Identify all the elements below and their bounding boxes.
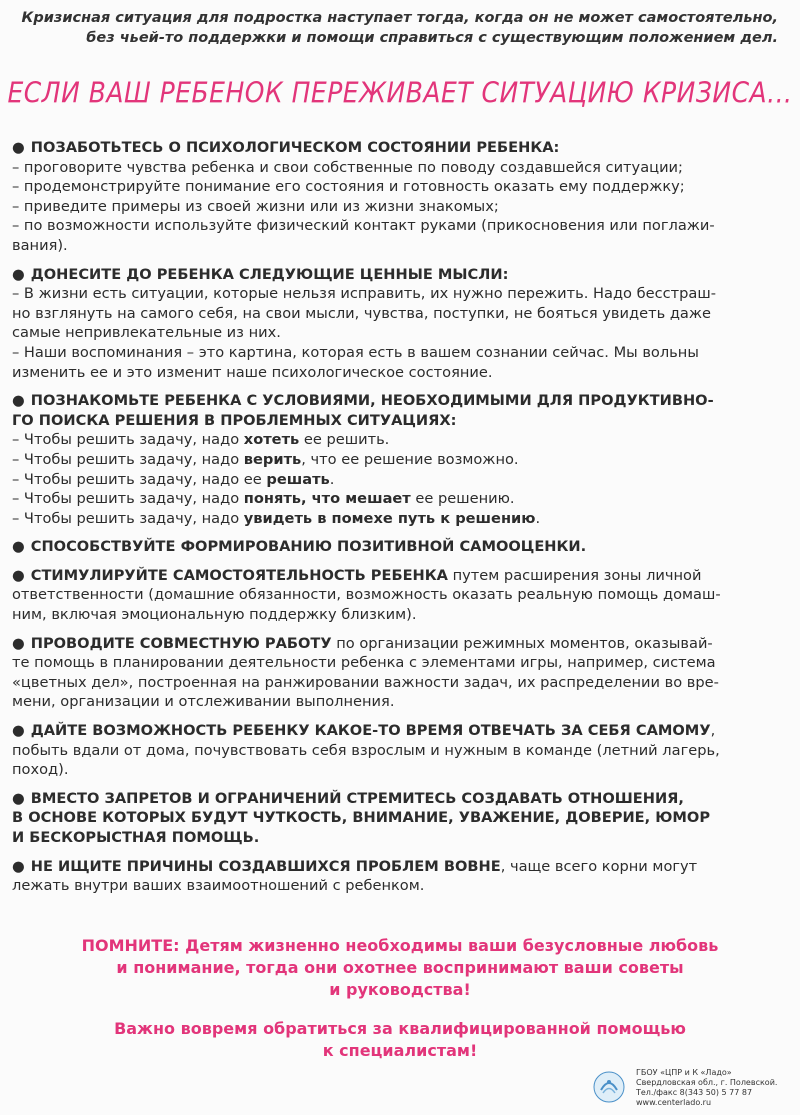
- section-line: – Чтобы решить задачу, надо верить, что ее решение возможно.: [12, 450, 519, 468]
- bullet-icon: ●: [12, 265, 25, 283]
- important-line: к специалистам!: [322, 1041, 478, 1060]
- section-relationships: [12, 789, 778, 848]
- remember-line: и руководства!: [329, 980, 471, 999]
- advice-list: [12, 138, 778, 905]
- bullet-icon: ●: [12, 722, 25, 740]
- section-independence: [12, 566, 778, 625]
- bullet-icon: ●: [12, 538, 25, 556]
- section-line: – Чтобы решить задачу, надо понять, что мешает ее решению.: [12, 490, 515, 508]
- section-line: , чаще всего корни могут: [500, 857, 698, 875]
- section-problem-solving: [12, 391, 778, 528]
- intro-line: Кризисная ситуация для подростка наступает тогда, когда он не может самостоятельно,: [21, 10, 778, 26]
- section-psych-state: [12, 138, 778, 256]
- bullet-icon: ●: [12, 857, 25, 875]
- footer-contacts: [592, 1068, 792, 1108]
- section-title: В ОСНОВЕ КОТОРЫХ БУДУТ ЧУТКОСТЬ, ВНИМАНИЕ, УВАЖЕНИЕ, ДОВЕРИЕ, ЮМОР: [12, 809, 711, 827]
- section-title: ДАЙТЕ ВОЗМОЖНОСТЬ РЕБЕНКУ КАКОЕ-ТО ВРЕМЯ ОТВЕЧАТЬ ЗА СЕБЯ САМОМУ: [30, 722, 711, 740]
- intro-line: без чьей-то поддержки и помощи справиться с существующим положением дел.: [86, 30, 778, 46]
- section-line: побыть вдали от дома, почувствовать себя взрослым и нужным в команде (летний лагерь,: [12, 741, 720, 759]
- section-line: вания).: [12, 236, 68, 254]
- bullet-icon: ●: [12, 392, 25, 410]
- section-causes: [12, 857, 778, 896]
- section-line: – Чтобы решить задачу, надо увидеть в помехе путь к решению.: [12, 509, 541, 527]
- section-line: те помощь в планировании деятельности ребенка с элементами игры, например, система: [12, 654, 716, 672]
- footer-line: Тел./факс 8(343 50) 5 77 87: [636, 1088, 753, 1097]
- bullet-icon: ●: [12, 566, 25, 584]
- section-line: – проговорите чувства ребенка и свои собственные по поводу создавшейся ситуации;: [12, 158, 683, 176]
- section-title: СПОСОБСТВУЙТЕ ФОРМИРОВАНИЮ ПОЗИТИВНОЙ САМООЦЕНКИ.: [30, 538, 587, 556]
- bullet-icon: ●: [12, 789, 25, 807]
- headline: ЕСЛИ ВАШ РЕБЕНОК ПЕРЕЖИВАЕТ СИТУАЦИЮ КРИЗИСА...: [7, 75, 793, 110]
- footer-line: ГБОУ «ЦПР и К «Ладо»: [636, 1068, 732, 1077]
- section-line: – Чтобы решить задачу, надо хотеть ее решить.: [12, 431, 390, 449]
- section-line: – по возможности используйте физический контакт руками (прикосновения или поглажи-: [12, 217, 715, 235]
- section-line: – приведите примеры из своей жизни или из жизни знакомых;: [12, 197, 499, 215]
- footer-line: Свердловская обл., г. Полевской.: [636, 1078, 778, 1087]
- section-line: изменить ее и это изменит наше психологическое состояние.: [12, 363, 493, 381]
- section-line: ним, включая эмоциональную поддержку близким).: [12, 606, 417, 624]
- intro-text: [14, 8, 778, 48]
- section-title: ДОНЕСИТЕ ДО РЕБЕНКА СЛЕДУЮЩИЕ ЦЕННЫЕ МЫСЛИ:: [30, 265, 509, 283]
- remember-line: ПОМНИТЕ: Детям жизненно необходимы ваши безусловные любовь: [81, 936, 719, 955]
- section-line: – Наши воспоминания – это картина, которая есть в вашем сознании сейчас. Мы вольны: [12, 343, 699, 361]
- section-valuable-thoughts: [12, 265, 778, 383]
- section-line: ,: [710, 722, 716, 740]
- section-line: мени, организации и отслеживании выполнения.: [12, 693, 395, 711]
- important-line: Важно вовремя обратиться за квалифицированной помощью: [114, 1019, 686, 1038]
- section-line: – продемонстрируйте понимание его состояния и готовность оказать ему поддержку;: [12, 178, 685, 196]
- section-title: ПРОВОДИТЕ СОВМЕСТНУЮ РАБОТУ: [30, 634, 332, 652]
- section-title: ВМЕСТО ЗАПРЕТОВ И ОГРАНИЧЕНИЙ СТРЕМИТЕСЬ СОЗДАВАТЬ ОТНОШЕНИЯ,: [30, 789, 684, 807]
- section-title: ГО ПОИСКА РЕШЕНИЯ В ПРОБЛЕМНЫХ СИТУАЦИЯХ:: [12, 411, 457, 429]
- section-line: – В жизни есть ситуации, которые нельзя исправить, их нужно пережить. Надо бесстраш-: [12, 285, 716, 303]
- section-line: по организации режимных моментов, оказывай-: [331, 634, 713, 652]
- section-line: поход).: [12, 761, 69, 779]
- bullet-icon: ●: [12, 139, 25, 156]
- remember-note: [30, 935, 770, 1001]
- bullet-icon: ●: [12, 634, 25, 652]
- important-note: [30, 1018, 770, 1062]
- section-line: лежать внутри ваших взаимоотношений с ребенком.: [12, 877, 425, 895]
- section-title: ПОЗНАКОМЬТЕ РЕБЕНКА С УСЛОВИЯМИ, НЕОБХОДИМЫМИ ДЛЯ ПРОДУКТИВНО-: [30, 392, 714, 410]
- section-title: НЕ ИЩИТЕ ПРИЧИНЫ СОЗДАВШИХСЯ ПРОБЛЕМ ВОВНЕ: [30, 857, 501, 875]
- footer-website-link[interactable]: www.centerlado.ru: [636, 1098, 712, 1107]
- section-responsibility: [12, 721, 778, 780]
- section-line: «цветных дел», построенная на ранжировании важности задач, их распределении во вре-: [12, 673, 719, 691]
- section-self-esteem: [12, 537, 778, 557]
- section-joint-work: [12, 634, 778, 712]
- section-line: ответственности (домашние обязанности, возможность оказать реальную помощь домаш-: [12, 586, 721, 604]
- section-title: СТИМУЛИРУЙТЕ САМОСТОЯТЕЛЬНОСТЬ РЕБЕНКА: [30, 566, 448, 584]
- section-line: самые непривлекательные из них.: [12, 324, 281, 342]
- section-title: И БЕСКОРЫСТНАЯ ПОМОЩЬ.: [12, 829, 260, 846]
- section-line: путем расширения зоны личной: [447, 566, 702, 584]
- section-line: – Чтобы решить задачу, надо ее решать.: [12, 470, 335, 488]
- remember-line: и понимание, тогда они охотнее воспринимают ваши советы: [116, 958, 684, 977]
- section-title: ПОЗАБОТЬТЕСЬ О ПСИХОЛОГИЧЕСКОМ СОСТОЯНИИ РЕБЕНКА:: [30, 139, 560, 156]
- section-line: но взглянуть на самого себя, на свои мысли, чувства, поступки, не бояться увидеть даже: [12, 304, 711, 322]
